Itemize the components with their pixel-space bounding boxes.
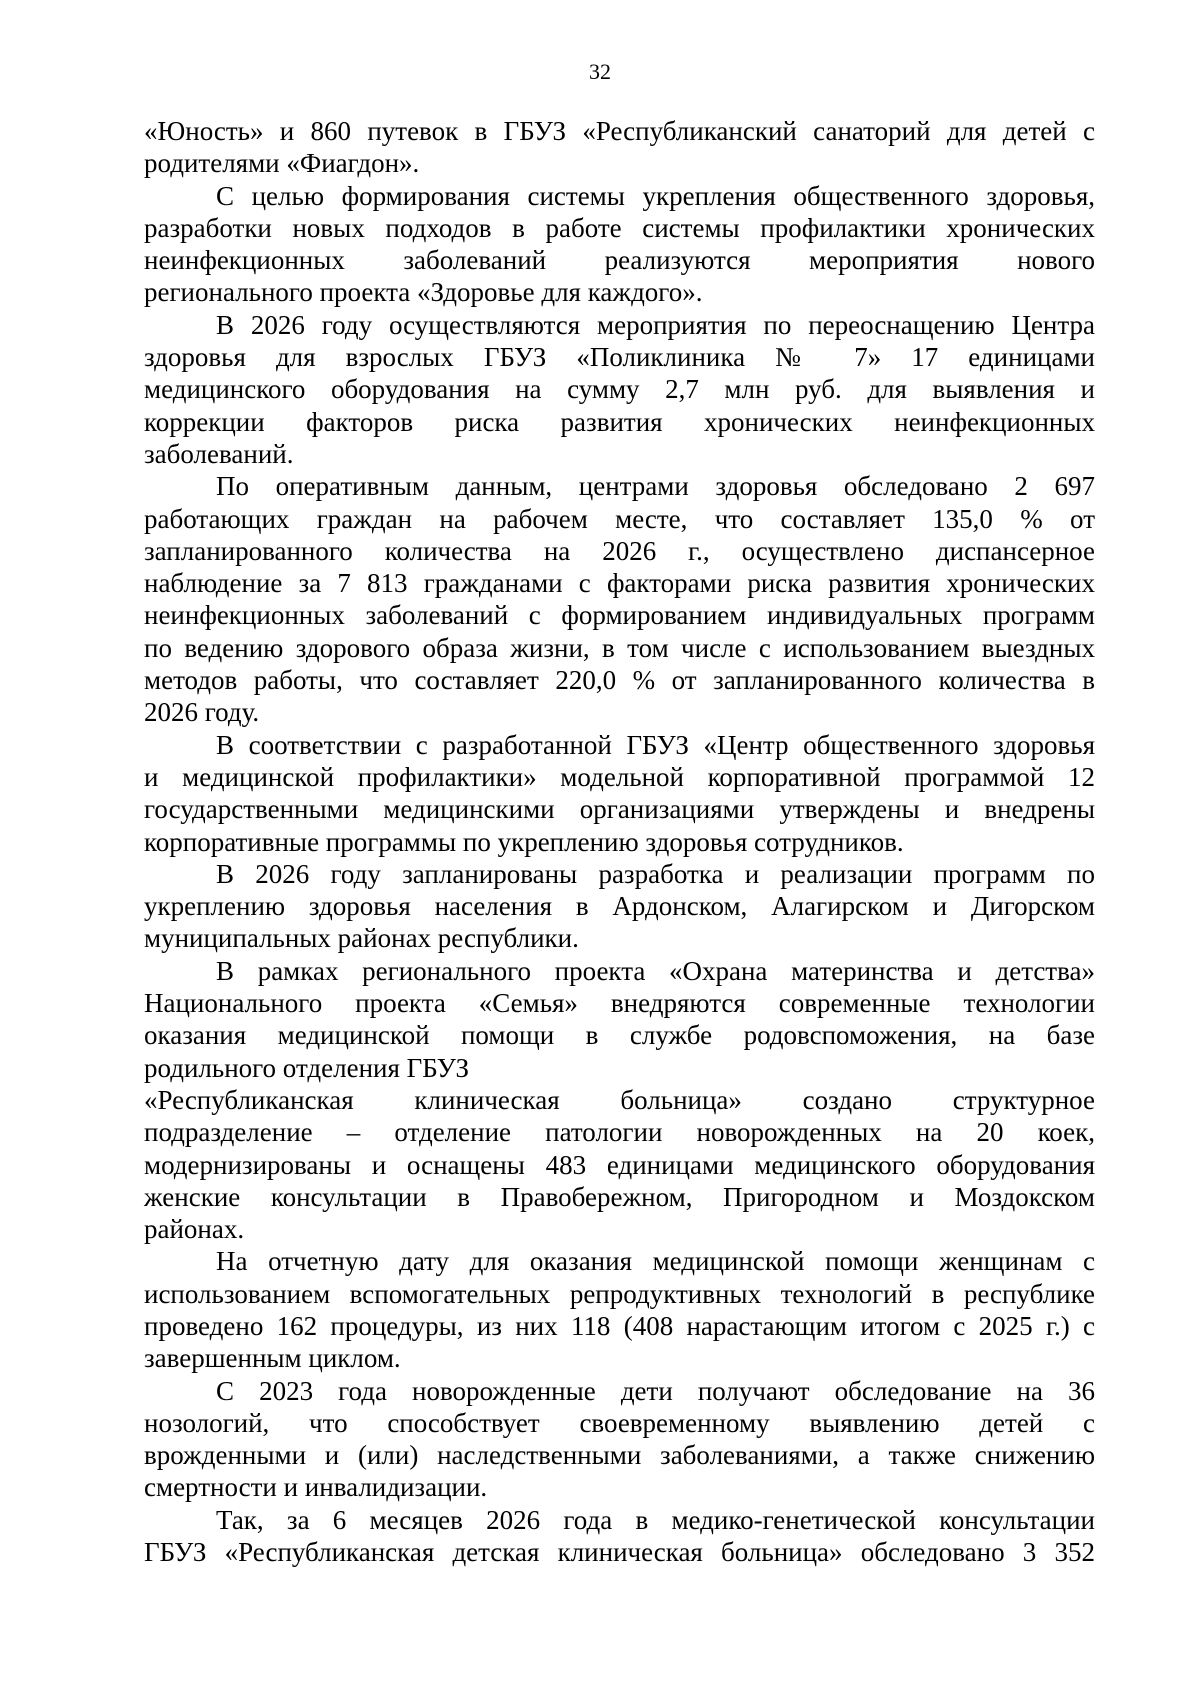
- paragraph: [144, 180, 1095, 309]
- text-line: На отчетную дату для оказания медицинской помощи женщинам с: [216, 1246, 1095, 1277]
- text-line: родителями «Фиагдон».: [144, 148, 420, 179]
- paragraph: [144, 858, 1095, 955]
- text-line: и медицинской профилактики» модельной корпоративной программой 12: [144, 761, 1095, 792]
- text-line: районах.: [144, 1214, 245, 1245]
- text-line: наблюдение за 7 813 гражданами с факторами риска развития хронических: [144, 568, 1095, 599]
- text-line: муниципальных районах республики.: [144, 923, 579, 954]
- text-line: оказания медицинской помощи в службе родовспоможения, на базе: [144, 1020, 1095, 1051]
- paragraph: [144, 1084, 1095, 1245]
- text-line: Национального проекта «Семья» внедряются современные технологии: [144, 988, 1095, 1019]
- text-line: по ведению здорового образа жизни, в том числе с использованием выездных: [144, 632, 1095, 663]
- text-line: С целью формирования системы укрепления общественного здоровья,: [216, 180, 1095, 211]
- text-line: нозологий, что способствует своевременному выявлению детей с: [144, 1407, 1095, 1438]
- text-line: работающих граждан на рабочем месте, что составляет 135,0 % от: [144, 503, 1095, 534]
- text-line: коррекции факторов риска развития хронических неинфекционных: [144, 406, 1095, 437]
- text-line: родильного отделения ГБУЗ: [144, 1052, 470, 1083]
- text-line: заболеваний.: [144, 438, 294, 469]
- text-line: неинфекционных заболеваний реализуются мероприятия нового: [144, 245, 1095, 276]
- text-line: «Юность» и 860 путевок в ГБУЗ «Республиканский санаторий для детей с: [144, 116, 1095, 146]
- text-line: модернизированы и оснащены 483 единицами медицинского оборудования: [144, 1149, 1095, 1180]
- text-line: государственными медицинскими организациями утверждены и внедрены: [144, 794, 1095, 825]
- text-line: 2026 году.: [144, 697, 260, 728]
- paragraph: [144, 1245, 1095, 1374]
- text-line: женские консультации в Правобережном, Пригородном и Моздокском: [144, 1181, 1095, 1212]
- text-line: медицинского оборудования на сумму 2,7 млн руб. для выявления и: [144, 374, 1095, 405]
- text-line: здоровья для взрослых ГБУЗ «Поликлиника № 7» 17 единицами: [144, 342, 1095, 373]
- document-body: [144, 115, 1095, 1568]
- text-line: укреплению здоровья населения в Ардонском, Алагирском и Дигорском: [144, 891, 1095, 922]
- text-line: корпоративные программы по укреплению здоровья сотрудников.: [144, 826, 904, 857]
- text-line: В соответствии с разработанной ГБУЗ «Центр общественного здоровья: [216, 729, 1095, 760]
- text-line: завершенным циклом.: [144, 1343, 401, 1374]
- text-line: неинфекционных заболеваний с формированием индивидуальных программ: [144, 600, 1095, 631]
- text-line: В 2026 году осуществляются мероприятия по переоснащению Центра: [216, 309, 1095, 340]
- paragraph: [144, 470, 1095, 728]
- text-line: использованием вспомогательных репродуктивных технологий в республике: [144, 1278, 1095, 1309]
- text-line: методов работы, что составляет 220,0 % от запланированного количества в: [144, 665, 1095, 696]
- text-line: проведено 162 процедуры, из них 118 (408 нарастающим итогом с 2025 г.) с: [144, 1310, 1095, 1341]
- page-number: 32: [589, 59, 611, 84]
- text-line: ГБУЗ «Республиканская детская клиническая больница» обследовано 3 352: [144, 1537, 1095, 1568]
- text-line: По оперативным данным, центрами здоровья обследовано 2 697: [216, 471, 1095, 502]
- text-line: смертности и инвалидизации.: [144, 1472, 488, 1503]
- text-line: разработки новых подходов в работе системы профилактики хронических: [144, 212, 1095, 243]
- paragraph: [144, 309, 1095, 470]
- text-line: В 2026 году запланированы разработка и реализации программ по: [216, 858, 1095, 889]
- paragraph: [144, 115, 1095, 180]
- paragraph: [144, 1375, 1095, 1504]
- text-line: «Республиканская клиническая больница» создано структурное: [144, 1084, 1095, 1115]
- paragraph: [144, 729, 1095, 858]
- text-line: регионального проекта «Здоровье для каждого».: [144, 277, 703, 308]
- text-line: запланированного количества на 2026 г., осуществлено диспансерное: [144, 535, 1095, 566]
- paragraph: [144, 1504, 1095, 1569]
- text-line: подразделение – отделение патологии новорожденных на 20 коек,: [144, 1117, 1095, 1148]
- text-line: С 2023 года новорожденные дети получают обследование на 36: [216, 1375, 1095, 1406]
- text-line: врожденными и (или) наследственными заболеваниями, а также снижению: [144, 1440, 1095, 1471]
- text-line: Так, за 6 месяцев 2026 года в медико-генетической консультации: [216, 1504, 1095, 1535]
- paragraph: [144, 955, 1095, 1084]
- text-line: В рамках регионального проекта «Охрана материнства и детства»: [216, 955, 1095, 986]
